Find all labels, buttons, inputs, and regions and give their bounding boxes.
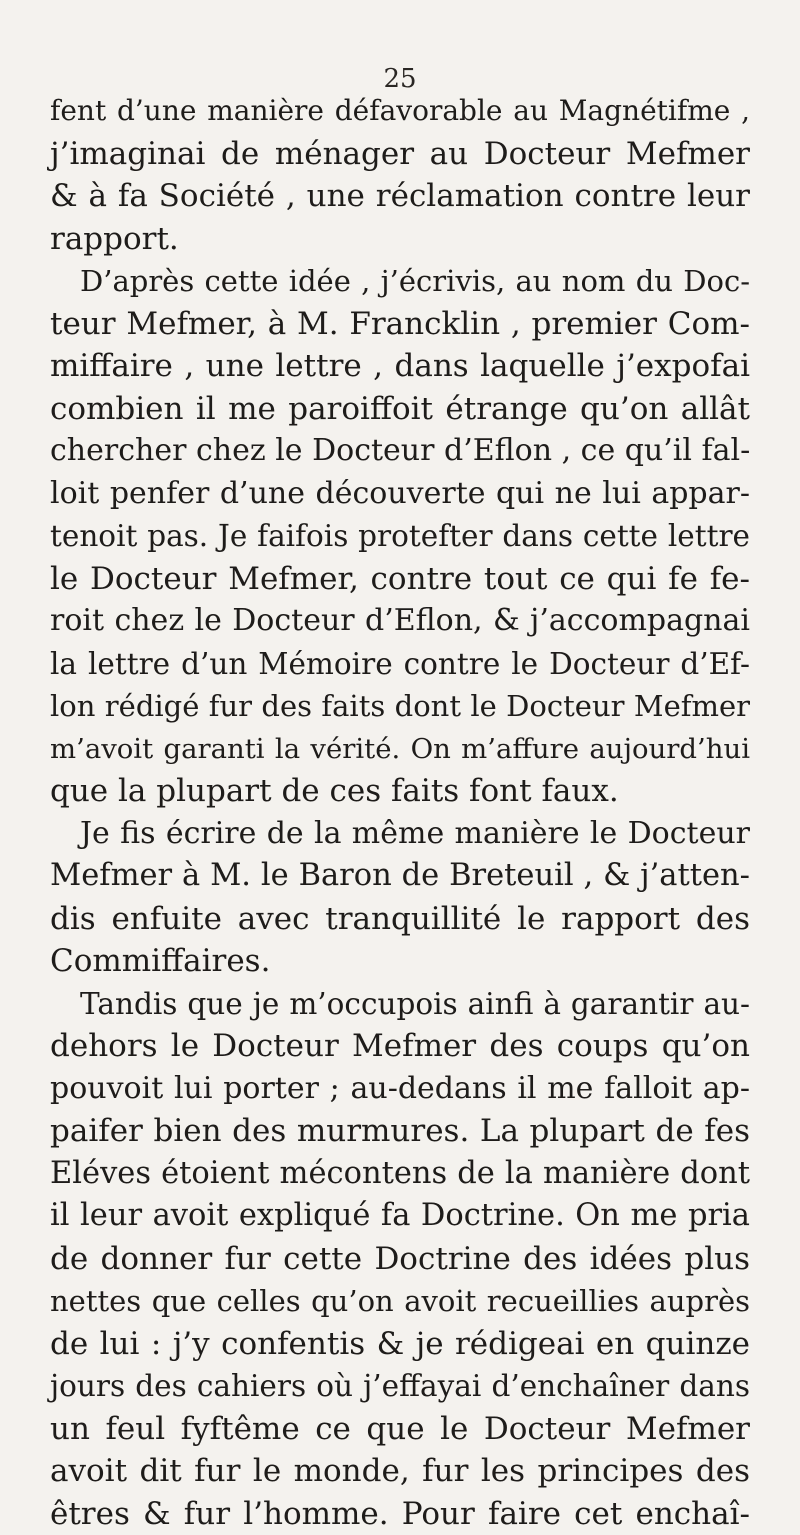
- text-line: chercher chez le Docteur d’Eflon , ce qu’il fal-: [50, 430, 750, 473]
- body-text: [50, 90, 750, 1535]
- text-line: un feul fyftême ce que le Docteur Mefmer: [50, 1408, 750, 1451]
- text-line: êtres & fur l’homme. Pour faire cet enchaî-: [50, 1493, 750, 1535]
- text-line: nettes que celles qu’on avoit recueillies auprès: [50, 1280, 750, 1323]
- text-line: rapport.: [50, 218, 750, 261]
- text-line: tenoit pas. Je faifois protefter dans cette lettre: [50, 515, 750, 558]
- text-line: j’imaginai de ménager au Docteur Mefmer: [50, 133, 750, 176]
- text-line: dehors le Docteur Mefmer des coups qu’on: [50, 1025, 750, 1068]
- text-line: Je fis écrire de la même manière le Docteur: [50, 813, 750, 856]
- text-line: combien il me paroiffoit étrange qu’on allât: [50, 388, 750, 431]
- text-line: de lui : j’y confentis & je rédigeai en quinze: [50, 1323, 750, 1366]
- text-line: paifer bien des murmures. La plupart de fes: [50, 1110, 750, 1153]
- page-number: 25: [380, 64, 420, 94]
- text-line: D’après cette idée , j’écrivis, au nom du Doc-: [50, 260, 750, 303]
- text-line: Mefmer à M. le Baron de Breteuil , & j’atten-: [50, 855, 750, 898]
- text-line: avoit dit fur le monde, fur les principes des: [50, 1450, 750, 1493]
- text-line: loit penfer d’une découverte qui ne lui appar-: [50, 473, 750, 516]
- text-line: teur Mefmer, à M. Francklin , premier Com-: [50, 303, 750, 346]
- text-line: dis enfuite avec tranquillité le rapport des: [50, 898, 750, 941]
- text-line: miffaire , une lettre , dans laquelle j’expofai: [50, 345, 750, 388]
- text-line: il leur avoit expliqué fa Doctrine. On me pria: [50, 1195, 750, 1238]
- text-line: Tandis que je m’occupois ainfi à garantir au-: [50, 983, 750, 1026]
- text-line: jours des cahiers où j’effayai d’enchaîner dans: [50, 1365, 750, 1408]
- text-line: que la plupart de ces faits font faux.: [50, 770, 750, 813]
- text-line: Commiffaires.: [50, 940, 750, 983]
- text-line: m’avoit garanti la vérité. On m’affure aujourd’hui: [50, 728, 750, 771]
- text-line: Eléves étoient mécontens de la manière dont: [50, 1153, 750, 1196]
- text-line: pouvoit lui porter ; au-dedans il me falloit ap-: [50, 1068, 750, 1111]
- text-line: de donner fur cette Doctrine des idées plus: [50, 1238, 750, 1281]
- text-line: le Docteur Mefmer, contre tout ce qui fe fe-: [50, 558, 750, 601]
- text-line: roit chez le Docteur d’Eflon, & j’accompagnai: [50, 600, 750, 643]
- text-line: lon rédigé fur des faits dont le Docteur Mefmer: [50, 685, 750, 728]
- text-line: fent d’une manière défavorable au Magnétifme ,: [50, 90, 750, 133]
- text-line: & à fa Société , une réclamation contre leur: [50, 175, 750, 218]
- text-line: la lettre d’un Mémoire contre le Docteur d’Ef-: [50, 643, 750, 686]
